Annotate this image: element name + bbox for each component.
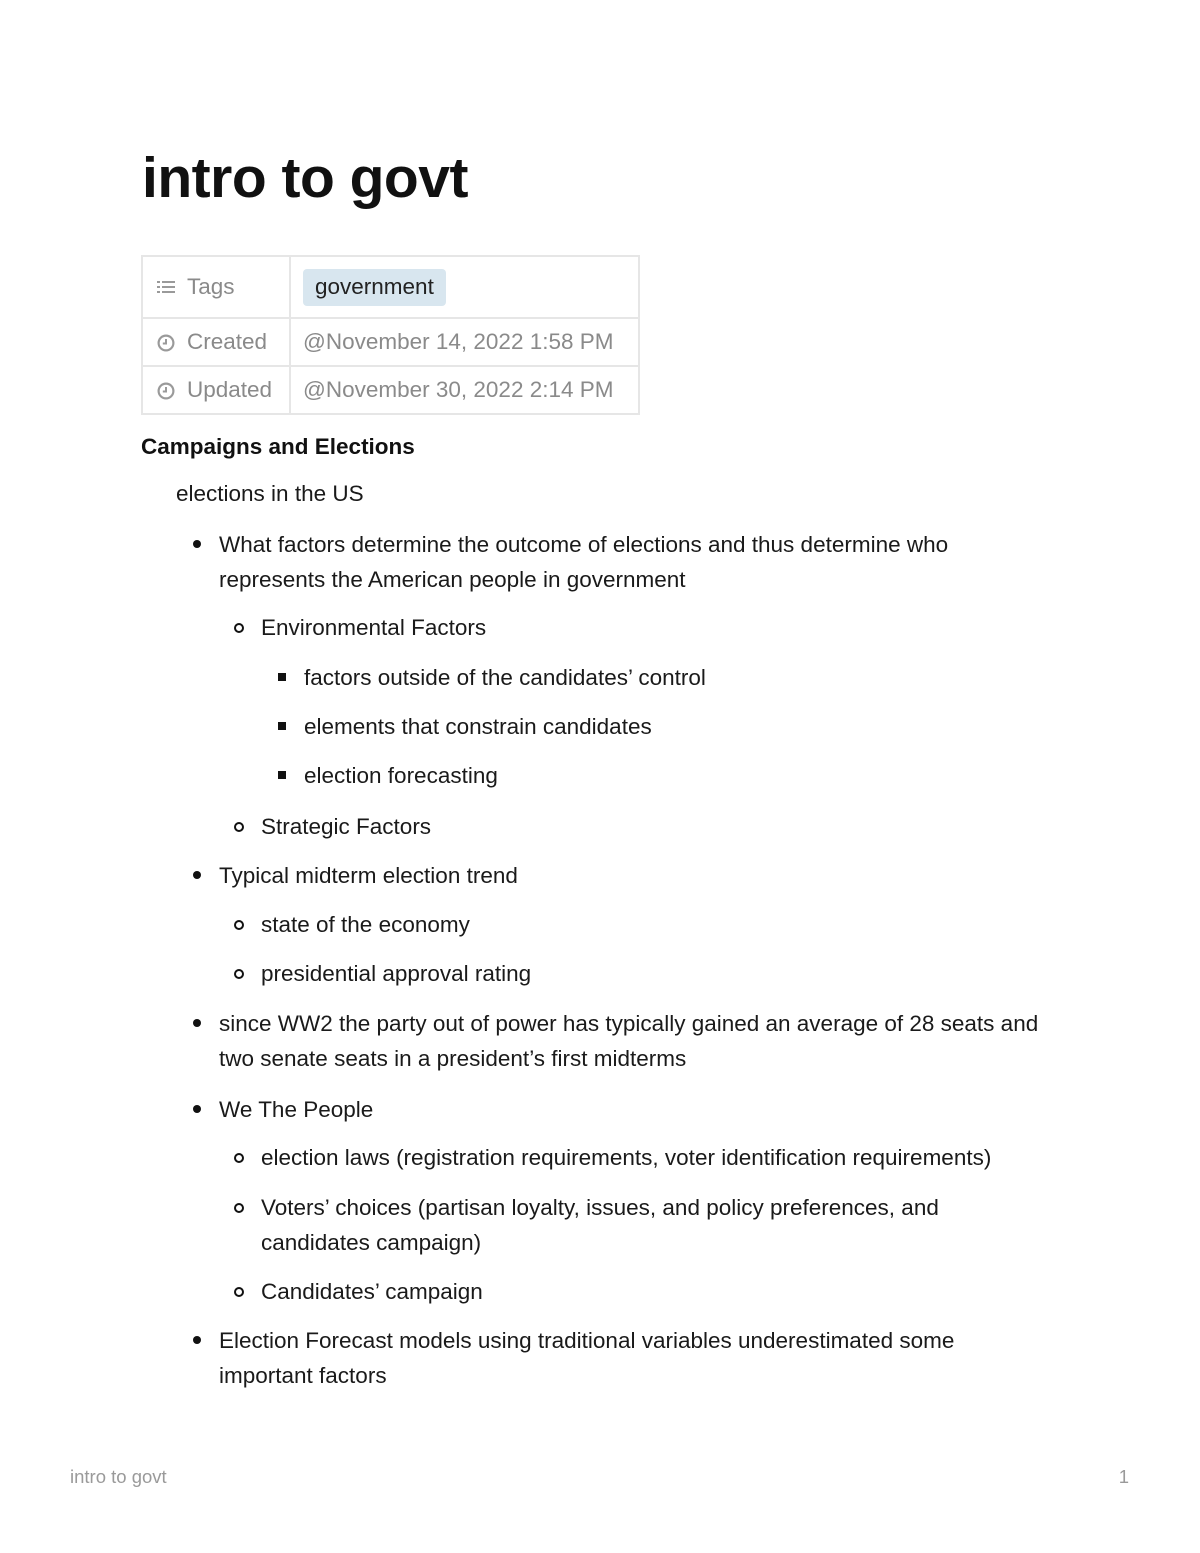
bullet-circle [234, 1203, 244, 1213]
list-item: Election Forecast models using traditional variables underestimated some important factors [219, 1328, 955, 1388]
list-item: We The People [219, 1097, 374, 1122]
property-name-updated [142, 366, 290, 414]
bullet-circle [234, 822, 244, 832]
bullet-disc [193, 1105, 201, 1113]
bullet-circle [234, 623, 244, 633]
created-value: @November 14, 2022 1:58 PM [290, 318, 639, 366]
bullet-circle [234, 920, 244, 930]
section-heading: Campaigns and Elections [141, 434, 415, 459]
updated-label: Updated [187, 377, 273, 402]
property-row-tags [142, 256, 639, 318]
property-value-tags [290, 256, 639, 318]
list-icon [155, 276, 177, 298]
list-item: Candidates’ campaign [261, 1279, 483, 1304]
tag-badge[interactable]: government [303, 269, 446, 306]
bullet-circle [234, 1287, 244, 1297]
bullet-circle [234, 969, 244, 979]
section-subheading: elections in the US [176, 481, 364, 506]
properties-table [141, 255, 640, 415]
list-item: factors outside of the candidates’ control [304, 665, 706, 690]
bullet-square [278, 771, 286, 779]
list-item: Strategic Factors [261, 814, 432, 839]
footer-page-number: 1 [1118, 1466, 1129, 1487]
list-item: Environmental Factors [261, 615, 487, 640]
footer-doc-name: intro to govt [70, 1466, 167, 1487]
page-title: intro to govt [142, 146, 468, 210]
bullet-disc [193, 540, 201, 548]
property-name-tags [142, 256, 290, 318]
bullet-square [278, 673, 286, 681]
created-label: Created [187, 329, 268, 354]
list-item: elements that constrain candidates [304, 714, 652, 739]
bullet-disc [193, 1019, 201, 1027]
updated-value: @November 30, 2022 2:14 PM [290, 366, 639, 414]
list-item: state of the economy [261, 912, 470, 937]
list-item: election laws (registration requirements, voter identification requirements) [261, 1145, 992, 1170]
property-row-created [142, 318, 639, 366]
list-item: What factors determine the outcome of elections and thus determine who represents the American people in government [219, 532, 949, 592]
list-item: since WW2 the party out of power has typically gained an average of 28 seats and two senate seats in a president’s first midterms [219, 1011, 1039, 1071]
bullet-circle [234, 1153, 244, 1163]
property-name-created [142, 318, 290, 366]
bullet-disc [193, 1336, 201, 1344]
bullet-disc [193, 871, 201, 879]
list-item: election forecasting [304, 763, 498, 788]
bullet-square [278, 722, 286, 730]
property-row-updated [142, 366, 639, 414]
list-item: Voters’ choices (partisan loyalty, issues, and policy preferences, and candidates campaign) [261, 1195, 939, 1255]
list-item: presidential approval rating [261, 961, 532, 986]
clock-icon [155, 379, 177, 401]
list-item: Typical midterm election trend [219, 863, 518, 888]
clock-icon [155, 331, 177, 353]
tags-label: Tags [187, 274, 235, 299]
